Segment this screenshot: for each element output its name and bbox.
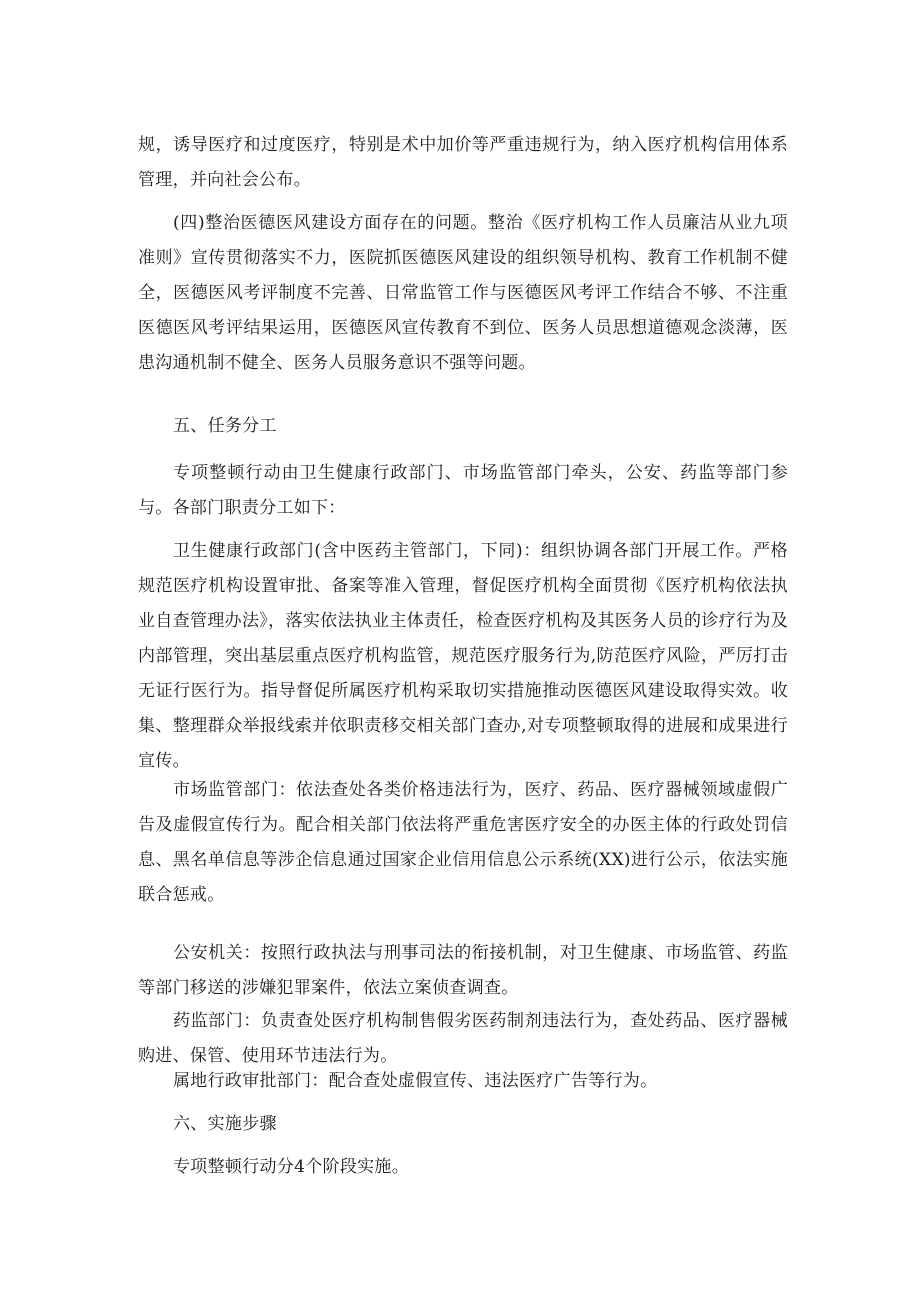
paragraph-drug-regulation: 药监部门：负责查处医疗机构制售假劣医药制剂违法行为，查处药品、医疗器械购进、保管、使用环节违法行为。 — [138, 1011, 788, 1066]
section-heading-task-division: 五、任务分工 — [173, 416, 277, 436]
paragraph-phases: 专项整顿行动分4个阶段实施。 — [173, 1157, 410, 1177]
section-heading-implementation-steps: 六、实施步骤 — [173, 1114, 277, 1134]
paragraph-market-regulation: 市场监管部门：依法查处各类价格违法行为，医疗、药品、医疗器械领域虚假广告及虚假宣传行为。配合相关部门依法将严重危害医疗安全的办医主体的行政处罚信息、黑名单信息等涉企信息通过国家企业信用信息公示系统(XX)进行公示，依法实施联合惩戒。 — [138, 780, 788, 905]
paragraph-credit-system: 规，诱导医疗和过度医疗，特别是术中加价等严重违规行为，纳入医疗机构信用体系管理，并向社会公布。 — [138, 135, 788, 190]
paragraph-local-approval: 属地行政审批部门：配合查处虚假宣传、违法医疗广告等行为。 — [173, 1071, 658, 1091]
paragraph-task-overview: 专项整顿行动由卫生健康行政部门、市场监管部门牵头，公安、药监等部门参与。各部门职责分工如下： — [138, 463, 788, 518]
paragraph-public-security: 公安机关：按照行政执法与刑事司法的衔接机制，对卫生健康、市场监管、药监等部门移送的涉嫌犯罪案件，依法立案侦查调查。 — [138, 943, 788, 998]
paragraph-health-dept: 卫生健康行政部门(含中医药主管部门，下同)：组织协调各部门开展工作。严格规范医疗机构设置审批、备案等准入管理，督促医疗机构全面贯彻《医疗机构依法执业自查管理办法》，落实依法执业主体责任，检查医疗机构及其医务人员的诊疗行为及内部管理，突出基层重点医疗机构监管，规范医疗服务行为,防范医疗风险，严厉打击无证行医行为。指导督促所属医疗机构采取切实措施推动医德医风建设取得实效。收集、整理群众举报线索并依职责移交相关部门查办,对专项整顿取得的进展和成果进行宣传。 — [138, 541, 788, 771]
paragraph-medical-ethics: (四)整治医德医风建设方面存在的问题。整治《医疗机构工作人员廉洁从业九项准则》宣传贯彻落实不力，医院抓医德医风建设的组织领导机构、教育工作机制不健全，医德医风考评制度不完善、日常监管工作与医德医风考评工作结合不够、不注重医德医风考评结果运用，医德医风宣传教育不到位、医务人员思想道德观念淡薄，医患沟通机制不健全、医务人员服务意识不强等问题。 — [138, 213, 788, 373]
